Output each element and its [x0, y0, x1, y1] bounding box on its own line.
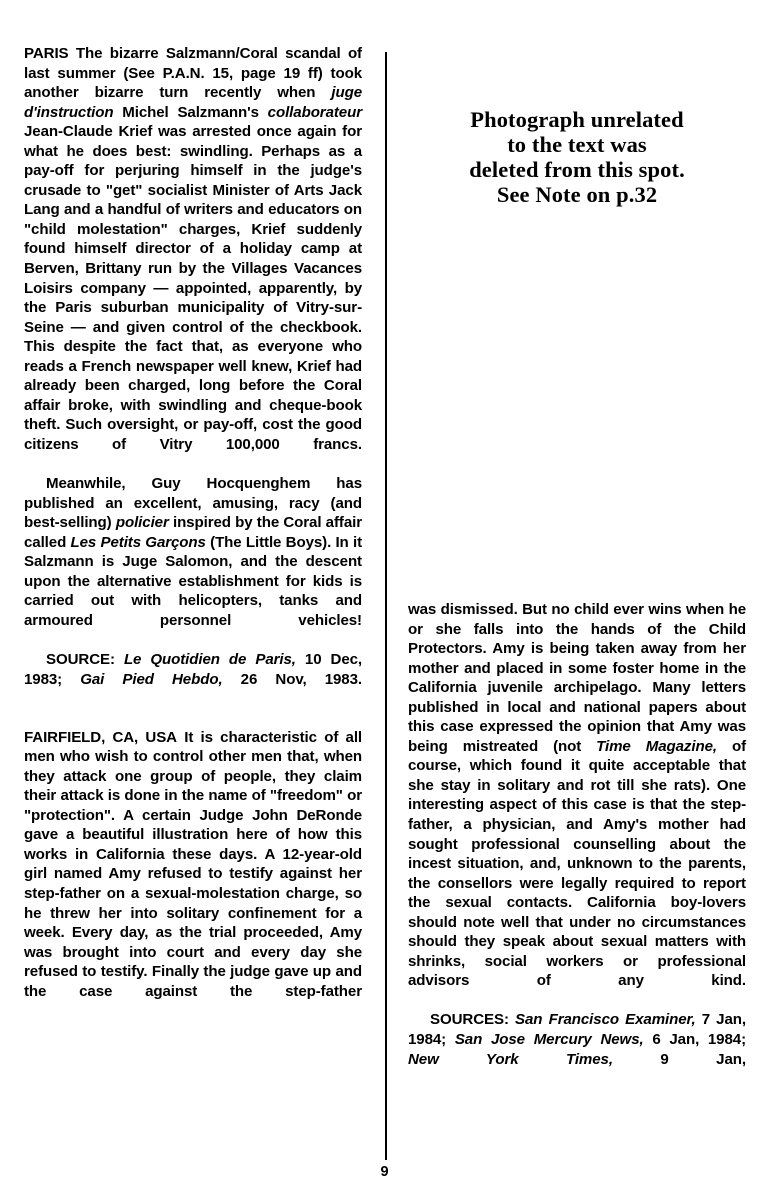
paris-article-source: SOURCE: Le Quotidien de Paris, 10 Dec, 1983; Gai Pied Hebdo, 26 Nov, 1983.	[24, 650, 363, 688]
fairfield-article-paragraph-1: FAIRFIELD, CA, USA It is characteristic of all men who wish to control other men that, when they attack one group of people, they claim their attack is done in the name of "freedom" or "protection". A certain Judge John DeRonde gave a beautiful illustration here of how this works in California these days. A 12-year-old girl named Amy refused to testify against her step-father on a sexual-molestation charge, so he threw her into solitary confinement for a week. Every day, as the trial proceeded, Amy was brought into court and every day she refused to testify. Finally the judge gave up and the case against the step-father	[24, 728, 362, 1000]
fairfield-article-source: SOURCES: San Francisco Examiner, 7 Jan, 1984; San Jose Mercury News, 6 Jan, 1984; New York Times, 9 Jan,	[408, 1011, 746, 1068]
page-folio-number: 9	[380, 1164, 389, 1180]
fairfield-article-continuation: was dismissed. But no child ever wins when he or she falls into the hands of the Child Protectors. Amy is being taken away from her mother and placed in some foster home in the California juvenile archipelago. Many letters published in local and national papers about this case expressed the opinion that Amy was being mistreated (not Time Magazine, of course, which found it quite acceptable that she stay in solitary and rot till she rats). One interesting aspect of this case is that the step-father, a physician, and Amy's mother had sought professional counselling about the incest situation, and, unknown to the parents, the consellors were legally required to report the sexual contacts. California boy-lovers should note well that under no circumstances should they speak about sexual matters with shrinks, social workers or professional advisors of any kind.	[408, 601, 746, 990]
notice-line-4: See Note on p.32	[496, 182, 658, 207]
deleted-photograph-notice	[408, 107, 746, 207]
notice-line-2: to the text was	[507, 132, 647, 157]
notice-line-3: deleted from this spot.	[469, 157, 685, 182]
column-divider-rule	[385, 52, 387, 1160]
paris-article-paragraph-1: PARIS The bizarre Salzmann/Coral scandal of last summer (See P.A.N. 15, page 19 ff) took another bizarre turn recently when juge d'instruction Michel Salzmann's collaborateur Jean-Claude Krief was arrested once again for what he does best: swindling. Perhaps as a pay-off for perjuring himself in the judge's crusade to "get" socialist Minister of Arts Jack Lang and a handful of writers and educators on "child molestation" charges, Krief suddenly found himself director of a holiday camp at Berven, Brittany run by the Villages Vacances Loisirs company — appointed, apparently, by the Paris suburban municipality of Vitry-sur-Seine — and given control of the checkbook. This despite the fact that, as everyone who reads a French newspaper well knew, Krief had already been charged, long before the Coral affair broke, with swindling and cheque-book theft. Such oversight, or pay-off, cost the good citizens of Vitry 100,000 francs.	[24, 45, 362, 453]
left-text-column	[24, 44, 362, 1021]
notice-line-1: Photograph unrelated	[470, 107, 684, 132]
deleted-photograph-placeholder	[408, 207, 746, 600]
paris-article-paragraph-2: Meanwhile, Guy Hocquenghem has published an excellent, amusing, racy (and best-selling) policier inspired by the Coral affair called Les Petits Garçons (The Little Boys). In it Salzmann is Juge Salomon, and the descent upon the alternative establishment for kids is carried out with helicopters, tanks and armoured personnel vehicles!	[24, 475, 362, 629]
right-text-column	[408, 44, 746, 1089]
